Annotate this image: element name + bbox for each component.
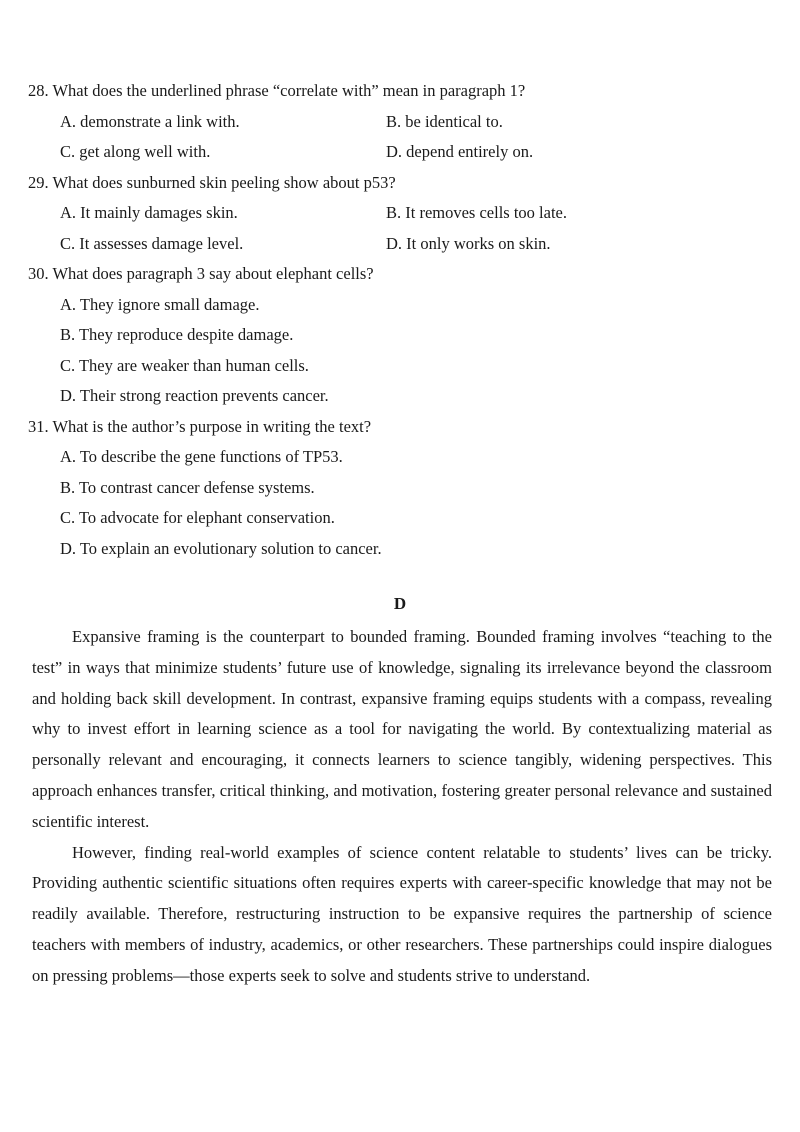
option-a: A. To describe the gene functions of TP53. — [60, 447, 343, 466]
option-d: D. To explain an evolutionary solution to cancer. — [60, 538, 382, 558]
option-d: D. It only works on skin. — [386, 233, 551, 253]
option-c: C. It assesses damage level. — [60, 233, 244, 253]
option-b: B. be identical to. — [386, 111, 503, 131]
option-d: D. depend entirely on. — [386, 142, 534, 161]
question-list — [28, 76, 768, 564]
option-a: A. They ignore small damage. — [60, 294, 260, 314]
question-29 — [28, 168, 768, 260]
option-c: C. To advocate for elephant conservation. — [60, 508, 335, 527]
reading-passage — [32, 622, 772, 992]
passage-paragraph-1: Expansive framing is the counterpart to bounded framing. Bounded framing involves “teaching to the test” in ways that minimize students’ future use of knowledge, signaling its irrelevance beyond the classroom and holding back skill development. In contrast, expansive framing equips students with a compass, revealing why to invest effort in learning science as a tool for navigating the world. By contextualizing material as personally relevant and encouraging, it connects learners to science tangibly, widening perspectives. This approach enhances transfer, critical thinking, and motivation, fostering greater personal relevance and sustained scientific interest. — [32, 627, 772, 831]
option-a: A. It mainly damages skin. — [60, 203, 238, 222]
question-stem: 29. What does sunburned skin peeling show about p53? — [28, 172, 396, 192]
option-b: B. It removes cells too late. — [386, 203, 567, 222]
question-31 — [28, 412, 768, 565]
question-stem: 31. What is the author’s purpose in writing the text? — [28, 416, 372, 436]
option-row — [28, 137, 768, 168]
passage-paragraph-2: However, finding real-world examples of science content relatable to students’ lives can be tricky. Providing authentic scientific situations often requires experts with career-specific knowledge that may not be readily available. Therefore, restructuring instruction to be expansive requires the partnership of science teachers with members of industry, academics, or other researchers. These partnerships could inspire dialogues on pressing problems—those experts seek to solve and students strive to understand. — [32, 842, 772, 985]
option-d: D. Their strong reaction prevents cancer. — [60, 386, 329, 405]
option-row — [28, 229, 768, 260]
option-row — [28, 198, 768, 229]
section-heading: D — [393, 594, 407, 613]
question-stem: 28. What does the underlined phrase “correlate with” mean in paragraph 1? — [28, 81, 526, 100]
question-30 — [28, 259, 768, 412]
question-stem: 30. What does paragraph 3 say about elephant cells? — [28, 264, 374, 283]
question-28 — [28, 76, 768, 168]
option-c: C. get along well with. — [60, 142, 211, 161]
option-c: C. They are weaker than human cells. — [60, 355, 309, 375]
option-b: B. To contrast cancer defense systems. — [60, 477, 315, 497]
option-b: B. They reproduce despite damage. — [60, 325, 294, 344]
option-row — [28, 107, 768, 138]
option-a: A. demonstrate a link with. — [60, 111, 240, 131]
